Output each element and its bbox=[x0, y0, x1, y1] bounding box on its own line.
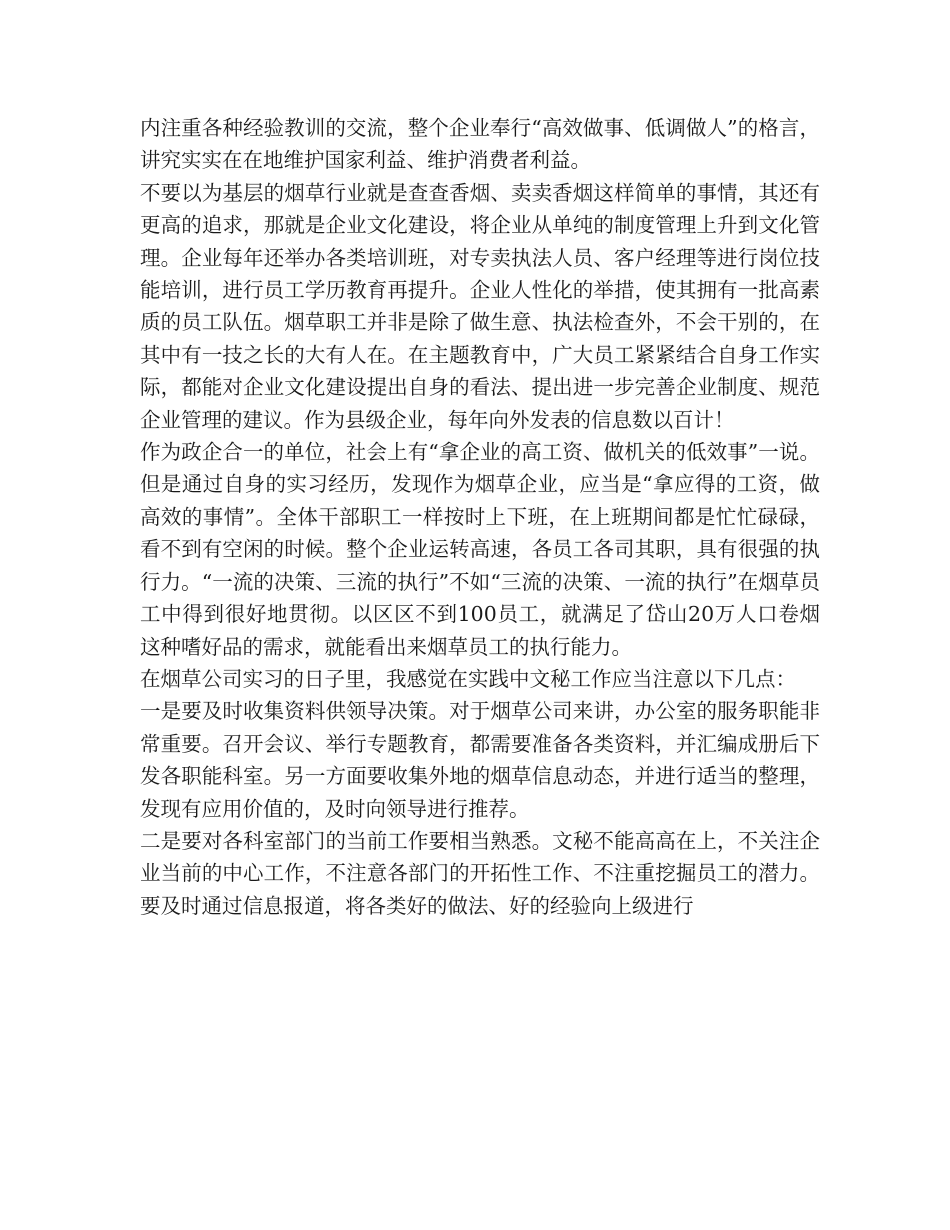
paragraph-6: 二是要对各科室部门的当前工作要相当熟悉。文秘不能高高在上，不关注企业当前的中心工作，不注意各部门的开拓性工作、不注重挖掘员工的潜力。要及时通过信息报道，将各类好的做法、好的经验向上级进行 bbox=[140, 828, 820, 918]
paragraph-4: 在烟草公司实习的日子里，我感觉在实践中文秘工作应当注意以下几点： bbox=[140, 666, 796, 691]
paragraph-3: 作为政企合一的单位，社会上有“拿企业的高工资、做机关的低效事”一说。但是通过自身的实习经历，发现作为烟草企业，应当是“拿应得的工资，做高效的事情”。全体干部职工一样按时上下班，在上班期间都是忙忙碌碌，看不到有空闲的时候。整个企业运转高速，各员工各司其职，具有很强的执行力。“一流的决策、三流的执行”不如“三流的决策、一流的执行”在烟草员工中得到很好地贯彻。以区区不到100员工，就满足了岱山20万人口卷烟这种嗜好品的需求，就能看出来烟草员工的执行能力。 bbox=[140, 440, 820, 659]
paragraph-5: 一是要及时收集资料供领导决策。对于烟草公司来讲，办公室的服务职能非常重要。召开会议、举行专题教育，都需要准备各类资料，并汇编成册后下发各职能科室。另一方面要收集外地的烟草信息动态，并进行适当的整理，发现有应用价值的，及时向领导进行推荐。 bbox=[140, 699, 820, 821]
document-body bbox=[140, 112, 820, 922]
paragraph-2: 不要以为基层的烟草行业就是查查香烟、卖卖香烟这样简单的事情，其还有更高的追求，那就是企业文化建设，将企业从单纯的制度管理上升到文化管理。企业每年还举办各类培训班，对专卖执法人员、客户经理等进行岗位技能培训，进行员工学历教育再提升。企业人性化的举措，使其拥有一批高素质的员工队伍。烟草职工并非是除了做生意、执法检查外，不会干别的，在其中有一技之长的大有人在。在主题教育中，广大员工紧紧结合自身工作实际，都能对企业文化建设提出自身的看法、提出进一步完善企业制度、规范企业管理的建议。作为县级企业，每年向外发表的信息数以百计！ bbox=[140, 180, 820, 432]
paragraph-1: 内注重各种经验教训的交流，整个企业奉行“高效做事、低调做人”的格言，讲究实实在在地维护国家利益、维护消费者利益。 bbox=[140, 116, 820, 173]
